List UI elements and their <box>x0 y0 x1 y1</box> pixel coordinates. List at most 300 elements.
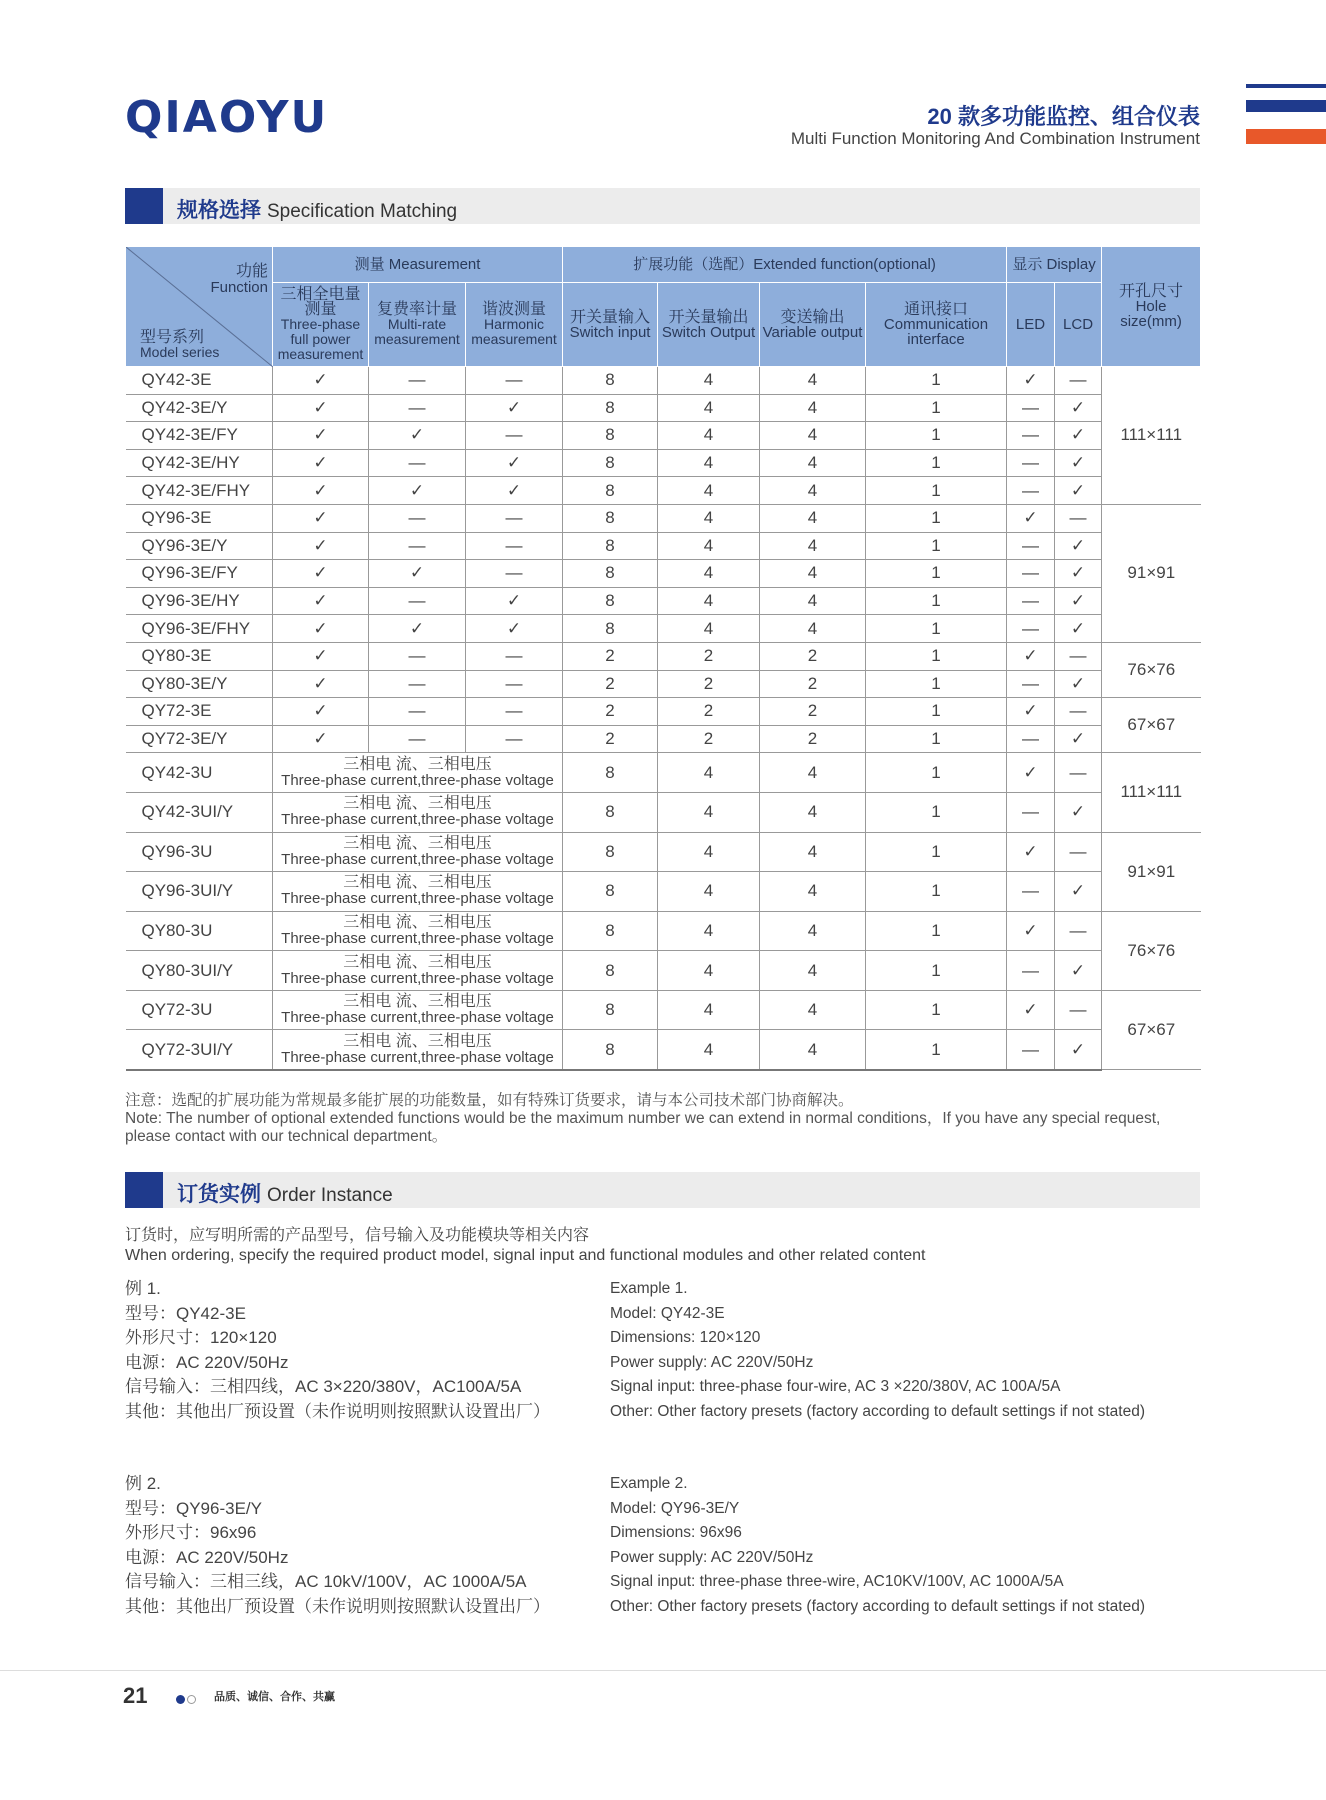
value-cell: 8 <box>563 560 658 588</box>
model-cell: QY96-3U <box>126 832 273 872</box>
model-cell: QY72-3UI/Y <box>126 1030 273 1070</box>
footer-slogan: 品质、诚信、合作、共赢 <box>214 1691 335 1703</box>
example-line: 电源：AC 220V/50Hz <box>125 1547 289 1567</box>
value-cell: ✓ <box>273 698 369 726</box>
value-cell: ✓ <box>273 532 369 560</box>
value-cell: 1 <box>866 951 1007 991</box>
model-cell: QY96-3E/FHY <box>126 615 273 643</box>
measurement-merged-cell <box>273 990 563 1030</box>
value-cell: — <box>369 670 466 698</box>
value-cell: — <box>369 532 466 560</box>
value-cell: 4 <box>658 832 760 872</box>
value-cell: ✓ <box>1007 642 1055 670</box>
value-cell: ✓ <box>273 394 369 422</box>
value-cell: — <box>466 560 563 588</box>
example-line: 例 2. <box>125 1474 161 1493</box>
value-cell: 4 <box>658 367 760 395</box>
value-cell: — <box>369 504 466 532</box>
model-cell: QY96-3E/FY <box>126 560 273 588</box>
value-cell: 8 <box>563 367 658 395</box>
value-cell: — <box>466 532 563 560</box>
table-row <box>126 911 1201 951</box>
value-cell: 4 <box>760 951 866 991</box>
value-cell: 2 <box>658 698 760 726</box>
value-cell: 1 <box>866 504 1007 532</box>
value-cell: — <box>1007 477 1055 505</box>
col-harmonic <box>466 283 563 367</box>
value-cell: 4 <box>760 449 866 477</box>
group-extended: 扩展功能（选配）Extended function(optional) <box>563 247 1007 283</box>
value-cell: — <box>1055 504 1102 532</box>
value-cell: — <box>369 367 466 395</box>
value-cell: ✓ <box>273 477 369 505</box>
value-cell: 4 <box>658 587 760 615</box>
value-cell: ✓ <box>1007 367 1055 395</box>
value-cell: 4 <box>658 560 760 588</box>
col-communication-cn: 通讯接口 <box>904 301 969 318</box>
value-cell: 2 <box>658 642 760 670</box>
measurement-merged-cell <box>273 753 563 793</box>
value-cell: 8 <box>563 532 658 560</box>
col-switch-input <box>563 283 658 367</box>
table-row <box>126 753 1201 793</box>
value-cell: ✓ <box>1055 532 1102 560</box>
example-line: 信号输入：三相四线，AC 3×220/380V，AC100A/5A <box>125 1377 522 1396</box>
page-number: 21 <box>123 1683 148 1708</box>
value-cell: 4 <box>760 615 866 643</box>
col-switch-output-cn: 开关量输出 <box>668 308 749 326</box>
value-cell: ✓ <box>1055 1030 1102 1070</box>
table-row <box>126 560 1201 588</box>
value-cell: 1 <box>866 698 1007 726</box>
col-multirate-cn: 复费率计量 <box>376 301 457 318</box>
value-cell: 4 <box>658 872 760 912</box>
value-cell: 8 <box>563 587 658 615</box>
value-cell: 4 <box>658 951 760 991</box>
example-line: Power supply: AC 220V/50Hz <box>610 1353 814 1371</box>
table-row <box>126 449 1201 477</box>
value-cell: ✓ <box>1055 725 1102 753</box>
table-row <box>126 670 1201 698</box>
value-cell: ✓ <box>369 422 466 450</box>
value-cell: 1 <box>866 725 1007 753</box>
col-three-phase-en: Three-phase full power measurement <box>277 316 364 362</box>
value-cell: 4 <box>760 872 866 912</box>
decor-stripe-blue-thick <box>1246 100 1326 112</box>
col-switch-input-cn: 开关量输入 <box>570 308 651 326</box>
col-harmonic-en: Harmonic measurement <box>471 316 557 347</box>
value-cell: — <box>1007 725 1055 753</box>
measurement-merged-cell <box>273 792 563 832</box>
value-cell: ✓ <box>1055 670 1102 698</box>
measure-en: Three-phase current,three-phase voltage <box>281 1048 554 1066</box>
value-cell: 1 <box>866 990 1007 1030</box>
measure-en: Three-phase current,three-phase voltage <box>281 890 554 908</box>
value-cell: 1 <box>866 422 1007 450</box>
value-cell: — <box>1007 615 1055 643</box>
value-cell: — <box>1007 394 1055 422</box>
value-cell: — <box>1055 642 1102 670</box>
measure-cn: 三相电 流、三相电压 <box>343 953 492 971</box>
value-cell: 8 <box>563 872 658 912</box>
measure-cn: 三相电 流、三相电压 <box>343 993 492 1011</box>
model-cell: QY80-3U <box>126 911 273 951</box>
table-row <box>126 698 1201 726</box>
value-cell: 1 <box>866 367 1007 395</box>
col-multirate-en: Multi-rate measurement <box>374 316 460 347</box>
model-cell: QY96-3UI/Y <box>126 872 273 912</box>
value-cell: — <box>466 670 563 698</box>
value-cell: — <box>1007 532 1055 560</box>
value-cell: 1 <box>866 560 1007 588</box>
measurement-merged-cell <box>273 872 563 912</box>
value-cell: ✓ <box>273 560 369 588</box>
value-cell: 1 <box>866 587 1007 615</box>
decor-stripe-orange <box>1246 129 1326 144</box>
example-line: Example 1. <box>610 1280 688 1297</box>
example-line: Example 2. <box>610 1475 688 1492</box>
value-cell: ✓ <box>1055 422 1102 450</box>
table-row <box>126 422 1201 450</box>
corner-header <box>126 247 273 367</box>
hole-size-cell: 76×76 <box>1102 642 1201 697</box>
value-cell: 4 <box>760 1030 866 1070</box>
value-cell: 2 <box>563 642 658 670</box>
example-line: Model: QY42-3E <box>610 1304 725 1322</box>
corner-function-cn: 功能 <box>235 263 268 280</box>
value-cell: 1 <box>866 753 1007 793</box>
value-cell: 4 <box>760 394 866 422</box>
corner-function-en: Function <box>210 279 268 296</box>
col-variable-output-cn: 变送输出 <box>780 308 845 326</box>
value-cell: 1 <box>866 872 1007 912</box>
value-cell: 8 <box>563 911 658 951</box>
example-line: Dimensions: 96x96 <box>610 1524 742 1541</box>
model-cell: QY42-3U <box>126 753 273 793</box>
value-cell: 4 <box>658 477 760 505</box>
col-three-phase-cn: 三相全电量测量 <box>280 286 361 318</box>
value-cell: 8 <box>563 449 658 477</box>
example1-cn <box>125 1277 550 1424</box>
col-harmonic-cn: 谐波测量 <box>482 301 547 318</box>
col-multirate <box>369 283 466 367</box>
section-spec-matching <box>125 188 1200 224</box>
section-title <box>177 194 457 224</box>
group-measurement: 测量 Measurement <box>273 247 563 283</box>
footer-divider <box>0 1670 1326 1671</box>
example-line: 型号：QY96-3E/Y <box>125 1498 262 1518</box>
example-line: 电源：AC 220V/50Hz <box>125 1352 289 1372</box>
value-cell: ✓ <box>273 587 369 615</box>
value-cell: 8 <box>563 504 658 532</box>
col-three-phase <box>273 283 369 367</box>
measure-cn: 三相电 流、三相电压 <box>343 913 492 931</box>
value-cell: ✓ <box>1055 872 1102 912</box>
value-cell: — <box>369 449 466 477</box>
col-switch-output-en: Switch Output <box>661 323 756 341</box>
table-row <box>126 367 1201 395</box>
section-title-en: Specification Matching <box>267 201 458 222</box>
catalog-title-cn: 20 款多功能监控、组合仪表 <box>927 104 1200 129</box>
value-cell: 1 <box>866 642 1007 670</box>
table-row <box>126 951 1201 991</box>
model-cell: QY96-3E/Y <box>126 532 273 560</box>
value-cell: — <box>1007 951 1055 991</box>
value-cell: — <box>466 642 563 670</box>
table-row <box>126 504 1201 532</box>
order-intro-cn: 订货时，应写明所需的产品型号，信号输入及功能模块等相关内容 <box>125 1227 590 1244</box>
model-cell: QY42-3E <box>126 367 273 395</box>
value-cell: ✓ <box>273 449 369 477</box>
value-cell: ✓ <box>1055 615 1102 643</box>
value-cell: — <box>1007 449 1055 477</box>
value-cell: — <box>369 394 466 422</box>
value-cell: 4 <box>760 422 866 450</box>
value-cell: ✓ <box>1055 449 1102 477</box>
value-cell: 8 <box>563 832 658 872</box>
value-cell: 4 <box>658 990 760 1030</box>
value-cell: ✓ <box>1055 394 1102 422</box>
hole-size-header <box>1102 247 1201 367</box>
example-line: Other: Other factory presets (factory according to default settings if not stated) <box>610 1597 1145 1615</box>
model-cell: QY42-3E/HY <box>126 449 273 477</box>
measurement-merged-cell <box>273 951 563 991</box>
value-cell: 8 <box>563 753 658 793</box>
value-cell: — <box>1007 587 1055 615</box>
table-note <box>125 1092 1200 1146</box>
example-line: Signal input: three-phase four-wire, AC 3 ×220/380V, AC 100A/5A <box>610 1378 1061 1395</box>
hole-cn: 开孔尺寸 <box>1119 283 1184 300</box>
section-marker <box>125 1172 163 1208</box>
table-row <box>126 394 1201 422</box>
value-cell: ✓ <box>1055 560 1102 588</box>
model-cell: QY96-3E <box>126 504 273 532</box>
group-display: 显示 Display <box>1007 247 1102 283</box>
col-switch-input-en: Switch input <box>569 323 651 341</box>
col-communication-en: Communication interface <box>883 316 989 348</box>
section-title-en: Order Instance <box>267 1185 393 1206</box>
value-cell: 4 <box>658 394 760 422</box>
value-cell: 4 <box>760 792 866 832</box>
model-cell: QY72-3U <box>126 990 273 1030</box>
col-led: LED <box>1007 283 1055 367</box>
value-cell: 4 <box>658 911 760 951</box>
value-cell: — <box>466 367 563 395</box>
value-cell: 4 <box>760 911 866 951</box>
value-cell: 1 <box>866 792 1007 832</box>
value-cell: ✓ <box>1007 698 1055 726</box>
corner-model-cn: 型号系列 <box>140 329 205 346</box>
value-cell: 4 <box>760 477 866 505</box>
model-cell: QY96-3E/HY <box>126 587 273 615</box>
table-row <box>126 587 1201 615</box>
model-cell: QY42-3E/FY <box>126 422 273 450</box>
value-cell: — <box>1055 698 1102 726</box>
hole-size-cell: 67×67 <box>1102 698 1201 753</box>
measure-en: Three-phase current,three-phase voltage <box>281 1009 554 1027</box>
value-cell: 4 <box>658 615 760 643</box>
value-cell: 2 <box>760 670 866 698</box>
value-cell: ✓ <box>273 504 369 532</box>
value-cell: ✓ <box>466 587 563 615</box>
example1-en <box>610 1277 1145 1424</box>
value-cell: 4 <box>658 792 760 832</box>
hole-size-cell: 111×111 <box>1102 753 1201 832</box>
value-cell: 4 <box>658 753 760 793</box>
value-cell: 8 <box>563 477 658 505</box>
value-cell: ✓ <box>273 422 369 450</box>
value-cell: 1 <box>866 394 1007 422</box>
example-line: Dimensions: 120×120 <box>610 1329 761 1346</box>
value-cell: 1 <box>866 532 1007 560</box>
measure-cn: 三相电 流、三相电压 <box>343 874 492 892</box>
value-cell: — <box>1007 872 1055 912</box>
value-cell: 1 <box>866 1030 1007 1070</box>
value-cell: ✓ <box>466 449 563 477</box>
value-cell: 1 <box>866 911 1007 951</box>
value-cell: 2 <box>658 725 760 753</box>
order-intro-en: When ordering, specify the required product model, signal input and functional modules and other related content <box>125 1247 926 1264</box>
hole-en: Hole size(mm) <box>1120 298 1182 330</box>
value-cell: 4 <box>760 560 866 588</box>
measure-cn: 三相电 流、三相电压 <box>343 1032 492 1050</box>
value-cell: 4 <box>760 587 866 615</box>
value-cell: — <box>466 698 563 726</box>
value-cell: 2 <box>760 725 866 753</box>
value-cell: — <box>369 587 466 615</box>
measure-en: Three-phase current,three-phase voltage <box>281 771 554 789</box>
section-title <box>177 1178 393 1208</box>
table-row <box>126 615 1201 643</box>
value-cell: 4 <box>658 532 760 560</box>
example-line: 信号输入：三相三线，AC 10kV/100V，AC 1000A/5A <box>125 1572 527 1591</box>
value-cell: ✓ <box>1007 990 1055 1030</box>
value-cell: ✓ <box>1055 477 1102 505</box>
model-cell: QY80-3UI/Y <box>126 951 273 991</box>
section-title-cn: 订货实例 <box>177 1183 261 1206</box>
value-cell: — <box>1007 560 1055 588</box>
model-cell: QY42-3E/Y <box>126 394 273 422</box>
value-cell: 4 <box>658 504 760 532</box>
model-cell: QY42-3E/FHY <box>126 477 273 505</box>
table-row <box>126 990 1201 1030</box>
model-cell: QY80-3E/Y <box>126 670 273 698</box>
value-cell: ✓ <box>1055 587 1102 615</box>
example-line: 例 1. <box>125 1279 161 1298</box>
col-lcd: LCD <box>1055 283 1102 367</box>
footer-dots-icon <box>176 1691 198 1709</box>
model-cell: QY72-3E/Y <box>126 725 273 753</box>
hole-size-cell: 76×76 <box>1102 911 1201 990</box>
value-cell: 1 <box>866 615 1007 643</box>
col-communication <box>866 283 1007 367</box>
hole-size-cell: 91×91 <box>1102 504 1201 642</box>
value-cell: 2 <box>563 725 658 753</box>
hole-size-cell: 111×111 <box>1102 367 1201 505</box>
value-cell: ✓ <box>369 615 466 643</box>
table-row <box>126 1030 1201 1070</box>
example-line: 型号：QY42-3E <box>125 1303 246 1323</box>
value-cell: — <box>466 504 563 532</box>
value-cell: 4 <box>760 990 866 1030</box>
value-cell: 8 <box>563 990 658 1030</box>
value-cell: ✓ <box>1055 951 1102 991</box>
value-cell: 4 <box>658 422 760 450</box>
value-cell: 8 <box>563 951 658 991</box>
table-row <box>126 792 1201 832</box>
order-intro <box>125 1226 926 1266</box>
decor-stripe-blue <box>1246 84 1326 88</box>
model-cell: QY80-3E <box>126 642 273 670</box>
spec-table <box>125 246 1201 1071</box>
value-cell: ✓ <box>273 615 369 643</box>
measurement-merged-cell <box>273 1030 563 1070</box>
model-cell: QY42-3UI/Y <box>126 792 273 832</box>
table-row <box>126 872 1201 912</box>
example2-en <box>610 1472 1145 1619</box>
value-cell: 1 <box>866 477 1007 505</box>
value-cell: — <box>1055 832 1102 872</box>
company-logo: QIAOYU <box>125 92 329 143</box>
note-cn: 注意：选配的扩展功能为常规最多能扩展的功能数量，如有特殊订货要求，请与本公司技术部门协商解决。 <box>125 1092 854 1109</box>
measure-en: Three-phase current,three-phase voltage <box>281 969 554 987</box>
value-cell: — <box>369 698 466 726</box>
section-marker <box>125 188 163 224</box>
value-cell: ✓ <box>1007 753 1055 793</box>
model-cell: QY72-3E <box>126 698 273 726</box>
value-cell: ✓ <box>273 642 369 670</box>
value-cell: 8 <box>563 615 658 643</box>
table-row <box>126 642 1201 670</box>
value-cell: 2 <box>760 698 866 726</box>
section-title-cn: 规格选择 <box>177 199 261 222</box>
value-cell: 4 <box>760 532 866 560</box>
table-row <box>126 725 1201 753</box>
catalog-title-en: Multi Function Monitoring And Combination Instrument <box>790 129 1200 148</box>
table-row <box>126 832 1201 872</box>
measure-cn: 三相电 流、三相电压 <box>343 795 492 813</box>
example-line: 外形尺寸：96x96 <box>125 1523 257 1542</box>
value-cell: 4 <box>658 1030 760 1070</box>
value-cell: 4 <box>658 449 760 477</box>
col-variable-output <box>760 283 866 367</box>
value-cell: — <box>1007 670 1055 698</box>
value-cell: 8 <box>563 422 658 450</box>
measure-cn: 三相电 流、三相电压 <box>343 834 492 852</box>
example-line: 其他：其他出厂预设置（未作说明则按照默认设置出厂） <box>125 1596 550 1616</box>
value-cell: 2 <box>563 670 658 698</box>
value-cell: ✓ <box>1055 792 1102 832</box>
value-cell: — <box>466 725 563 753</box>
table-row <box>126 532 1201 560</box>
note-en: Note: The number of optional extended functions would be the maximum number we can extend in normal conditions，If you have any special request, please contact with our technical department。 <box>125 1110 1161 1145</box>
value-cell: ✓ <box>466 615 563 643</box>
value-cell: — <box>1055 367 1102 395</box>
value-cell: 4 <box>760 504 866 532</box>
value-cell: 4 <box>760 832 866 872</box>
value-cell: ✓ <box>466 394 563 422</box>
value-cell: 1 <box>866 670 1007 698</box>
value-cell: 1 <box>866 832 1007 872</box>
value-cell: 8 <box>563 394 658 422</box>
spec-table-body <box>126 367 1201 1070</box>
value-cell: — <box>1007 792 1055 832</box>
value-cell: 8 <box>563 1030 658 1070</box>
measure-cn: 三相电 流、三相电压 <box>343 755 492 773</box>
value-cell: ✓ <box>1007 911 1055 951</box>
value-cell: ✓ <box>1007 832 1055 872</box>
measurement-merged-cell <box>273 832 563 872</box>
